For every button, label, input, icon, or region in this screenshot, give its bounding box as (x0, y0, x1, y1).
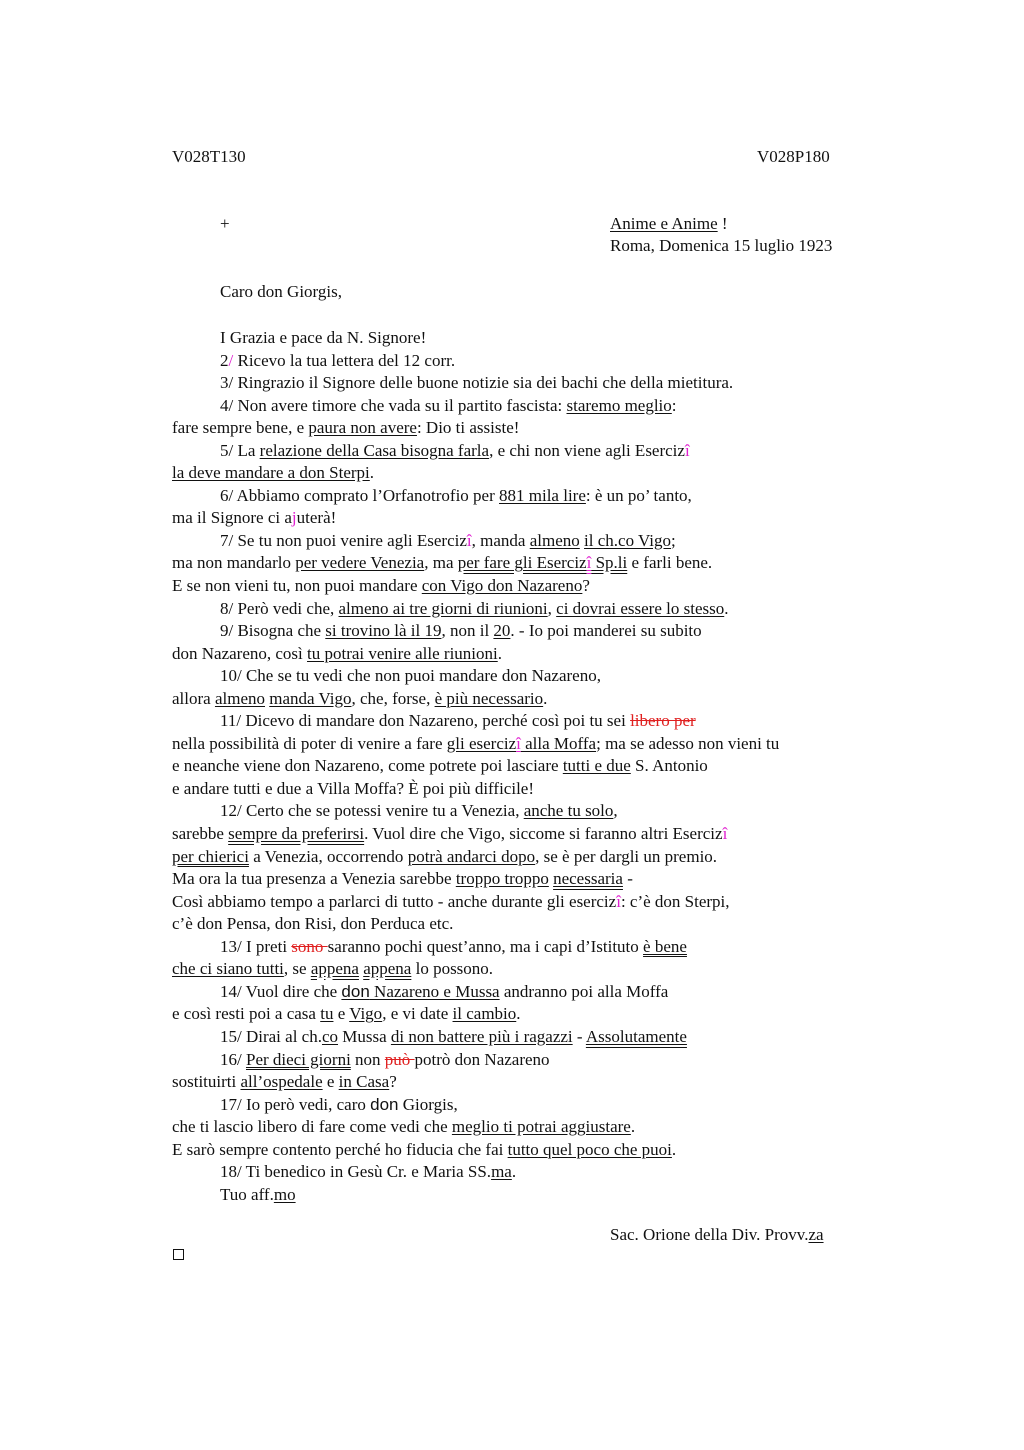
greeting: Caro don Giorgis, (220, 282, 342, 301)
letter-line (172, 891, 872, 914)
text-segment: non (350, 1049, 385, 1069)
text-segment: / (228, 350, 234, 370)
text-segment: Giorgis, (398, 1094, 458, 1114)
letter-line (172, 1049, 872, 1072)
text-segment: î (684, 440, 690, 460)
letter-line (172, 350, 872, 373)
text-segment: libero per (630, 711, 696, 731)
text-segment: almeno (214, 688, 265, 708)
text-segment: ci dovrai essere lo stesso (556, 598, 725, 618)
text-segment: gli eserciz (446, 733, 517, 753)
letter-line (172, 1184, 872, 1207)
text-segment: , (547, 598, 557, 618)
letter-line (172, 462, 872, 485)
text-segment: - (622, 869, 633, 889)
text-segment: 14/ Vuol dire che (220, 981, 342, 1001)
text-segment: la deve mandare a don Sterpi (172, 463, 370, 483)
text-segment: Sp.li (591, 553, 628, 573)
text-segment: allora (172, 688, 215, 708)
text-segment: 13/ I preti (220, 936, 292, 956)
text-segment: tu potrai venire alle riunioni (307, 643, 498, 663)
text-segment: : Dio ti assiste! (416, 418, 520, 438)
text-segment: don (341, 981, 370, 1001)
text-segment: sarebbe (172, 824, 229, 844)
text-segment: staremo meglio (566, 395, 672, 415)
text-segment: , che, forse, (351, 688, 435, 708)
text-segment: . (497, 643, 502, 663)
text-segment: c’è don Pensa, don Risi, don Perduca etc. (172, 914, 454, 934)
letter-line (172, 823, 872, 846)
letter-body (172, 327, 872, 1206)
text-segment: tutto quel poco che puoi (507, 1139, 672, 1159)
cross-symbol: + (220, 214, 230, 233)
text-segment: Ma ora la tua presenza a Venezia sarebbe (172, 869, 456, 889)
date-line: Roma, Domenica 15 luglio 1923 (610, 236, 833, 255)
text-segment: . (516, 1004, 521, 1024)
text-segment: , se è per dargli un premio. (535, 846, 718, 866)
text-segment: , se (283, 959, 311, 979)
letter-line (172, 372, 872, 395)
text-segment: 18/ Ti benedico in Gesù Cr. e Maria SS. (220, 1162, 492, 1182)
signature-suffix: za (808, 1225, 824, 1244)
text-segment: si trovino là il 19 (325, 621, 442, 641)
text-segment: e farli bene. (627, 553, 713, 573)
text-segment: Mussa (338, 1026, 391, 1046)
letter-line (172, 507, 872, 530)
letter-line (172, 733, 872, 756)
text-segment: . (671, 1139, 677, 1159)
letter-line (172, 778, 872, 801)
letter-line (172, 665, 872, 688)
text-segment: 7/ Se tu non puoi venire agli Eserciz (220, 530, 467, 550)
text-segment: di non battere più i ragazzi (390, 1026, 573, 1046)
text-segment: a Venezia, occorrendo (248, 846, 408, 866)
text-segment: î (466, 530, 472, 550)
text-segment: all’ospedale (240, 1072, 323, 1092)
letter-line (172, 1094, 872, 1117)
text-segment: 8/ Però vedi che, (220, 598, 339, 618)
text-segment: potrò don Nazareno (414, 1049, 550, 1069)
text-segment: . (511, 1162, 517, 1182)
text-segment: . (369, 463, 375, 483)
letter-line (172, 913, 872, 936)
letter-line (172, 552, 872, 575)
text-segment: anche tu solo (523, 801, 614, 821)
text-segment: il cambio (452, 1004, 517, 1024)
text-segment: 3/ Ringrazio il Signore delle buone notizie sia dei bachi che della mietitura. (220, 373, 734, 393)
letter-line (172, 981, 872, 1004)
letter-line (172, 1116, 872, 1139)
text-segment: î (616, 891, 621, 911)
text-segment: 16/ (220, 1049, 246, 1069)
end-mark-box (173, 1249, 184, 1260)
text-segment: paura non avere (308, 418, 417, 438)
text-segment: : c’è don Sterpi, (620, 891, 730, 911)
text-segment: è più necessario (434, 688, 544, 708)
text-segment: S. Antonio (630, 756, 708, 776)
text-segment: . Vuol dire che Vigo, siccome si faranno altri Eserciz (364, 824, 723, 844)
text-segment: ma il Signore ci a (172, 508, 292, 528)
text-segment: fare sempre bene, e (172, 418, 309, 438)
letter-line (172, 598, 872, 621)
text-segment: don Nazareno, così (172, 643, 308, 663)
text-segment: 5/ La (220, 440, 260, 460)
text-segment: : è un po’ tanto, (585, 485, 692, 505)
text-segment: per fare gli Eserciz (457, 553, 587, 573)
text-segment: 4/ Non avere timore che vada su il partito fascista: (220, 395, 567, 415)
text-segment: tu (320, 1004, 334, 1024)
text-segment: î (586, 553, 592, 573)
text-segment: , ma (424, 553, 458, 573)
text-segment: ? (389, 1072, 397, 1092)
text-segment: , non il (441, 621, 494, 641)
letter-line (172, 395, 872, 418)
text-segment: î (516, 733, 521, 753)
text-segment: E se non vieni tu, non puoi mandare (172, 576, 422, 596)
text-segment: e andare tutti e due a Villa Moffa? È poi più difficile! (172, 778, 534, 798)
text-segment: - (572, 1026, 586, 1046)
letter-line (172, 936, 872, 959)
text-segment: don (370, 1094, 399, 1114)
text-segment: , (613, 801, 618, 821)
text-segment: appena (310, 959, 359, 979)
text-segment: che ti lascio libero di fare come vedi che (172, 1117, 452, 1137)
letter-line (172, 800, 872, 823)
text-segment: 11/ Dicevo di mandare don Nazareno, perché così poi tu sei (220, 711, 631, 731)
motto-tail: ! (717, 214, 728, 233)
text-segment: sono (291, 936, 328, 956)
text-segment: tutti e due (562, 756, 631, 776)
letter-line (172, 417, 872, 440)
letter-line (172, 846, 872, 869)
text-segment: sostituirti (172, 1072, 241, 1092)
letter-line (172, 710, 872, 733)
text-segment: almeno ai tre giorni di riunioni (338, 598, 548, 618)
letter-line (172, 1071, 872, 1094)
text-segment: ; (671, 530, 676, 550)
text-segment: ma (491, 1162, 512, 1182)
text-segment: . - Io poi manderei su subito (510, 621, 702, 641)
text-segment: mo (273, 1184, 296, 1204)
text-segment: saranno pochi quest’anno, ma i capi d’Istituto (327, 936, 644, 956)
text-segment: Vigo (349, 1004, 383, 1024)
text-segment: relazione della Casa bisogna farla (259, 440, 490, 460)
text-segment: , manda (471, 530, 530, 550)
text-segment: 6/ Abbiamo comprato l’Orfanotrofio per (220, 485, 500, 505)
letter-line (172, 575, 872, 598)
text-segment: troppo troppo (455, 869, 549, 889)
text-segment: Assolutamente (585, 1026, 687, 1046)
motto (610, 214, 728, 234)
text-segment: 12/ Certo che se potessi venire tu a Venezia, (220, 801, 524, 821)
text-segment: meglio ti potrai aggiustare (451, 1117, 631, 1137)
text-segment: appena (363, 959, 412, 979)
text-segment: il ch.co Vigo (584, 530, 671, 550)
text-segment: j (291, 508, 297, 528)
text-segment: e (322, 1072, 339, 1092)
letter-line (172, 440, 872, 463)
text-segment: manda Vigo (269, 688, 352, 708)
text-segment: Per dieci giorni (245, 1049, 351, 1069)
letter-line (172, 688, 872, 711)
text-segment: 881 mila lire (499, 485, 586, 505)
text-segment: . (543, 688, 548, 708)
text-segment: è bene (643, 936, 687, 956)
document-code-right: V028P180 (757, 147, 830, 166)
letter-line (172, 620, 872, 643)
text-segment: e neanche viene don Nazareno, come potrete poi lasciare (172, 756, 563, 776)
text-segment: può (384, 1049, 415, 1069)
letter-line (172, 868, 872, 891)
text-segment: e così resti poi a casa (172, 1004, 321, 1024)
letter-line (172, 958, 872, 981)
letter-line (172, 755, 872, 778)
letter-line (172, 1003, 872, 1026)
text-segment: 2 (220, 350, 229, 370)
text-segment: Ricevo la tua lettera del 12 corr. (233, 350, 456, 370)
text-segment: ma non mandarlo (172, 553, 296, 573)
letter-line (172, 1139, 872, 1162)
text-segment: I Grazia e pace da N. Signore! (220, 328, 427, 347)
text-segment: Così abbiamo tempo a parlarci di tutto - anche durante gli eserciz (172, 891, 617, 911)
motto-text: Anime e Anime (610, 214, 718, 233)
signature-text: Sac. Orione della Div. Provv. (610, 1225, 809, 1244)
text-segment: 15/ Dirai al ch. (220, 1026, 322, 1046)
text-segment: E sarò sempre contento perché ho fiducia che fai (172, 1139, 508, 1159)
letter-line (172, 1161, 872, 1184)
text-segment: con Vigo don Nazareno (421, 576, 583, 596)
text-segment: , e chi non viene agli Eserciz (489, 440, 685, 460)
text-segment: . (724, 598, 729, 618)
text-segment: necessaria (553, 869, 623, 889)
text-segment: per chierici (172, 846, 249, 866)
text-segment: almeno (529, 530, 580, 550)
text-segment: e (333, 1004, 350, 1024)
text-segment: nella possibilità di poter di venire a fare (172, 733, 447, 753)
text-segment: : (671, 395, 677, 415)
letter-line (172, 643, 872, 666)
text-segment: , e vi date (382, 1004, 453, 1024)
text-segment: î (722, 824, 728, 844)
text-segment: andranno poi alla Moffa (499, 981, 669, 1001)
text-segment: sempre da preferirsi (228, 824, 365, 844)
text-segment: Tuo aff. (220, 1184, 274, 1204)
text-segment: per vedere Venezia (295, 553, 425, 573)
text-segment: 9/ Bisogna che (220, 621, 326, 641)
text-segment: che ci siano tutti (172, 959, 284, 979)
text-segment: potrà andarci dopo (407, 846, 536, 866)
text-segment: Nazareno e Mussa (369, 981, 500, 1001)
letter-line (172, 530, 872, 553)
letter-line (172, 327, 872, 350)
document-code-left: V028T130 (172, 147, 246, 166)
text-segment: in Casa (338, 1072, 390, 1092)
text-segment: 17/ Io però vedi, caro (220, 1094, 371, 1114)
text-segment: . (630, 1117, 636, 1137)
text-segment: 20 (493, 621, 511, 641)
text-segment: 10/ Che se tu vedi che non puoi mandare don Nazareno, (220, 666, 601, 686)
text-segment: ; ma se adesso non vieni tu (596, 733, 780, 753)
signature (610, 1225, 824, 1245)
letter-line (172, 1026, 872, 1049)
text-segment: co (321, 1026, 339, 1046)
text-segment: lo possono. (411, 959, 494, 979)
text-segment: alla Moffa (520, 733, 597, 753)
text-segment: ? (582, 576, 590, 596)
text-segment: uterà! (296, 508, 337, 528)
letter-line (172, 485, 872, 508)
